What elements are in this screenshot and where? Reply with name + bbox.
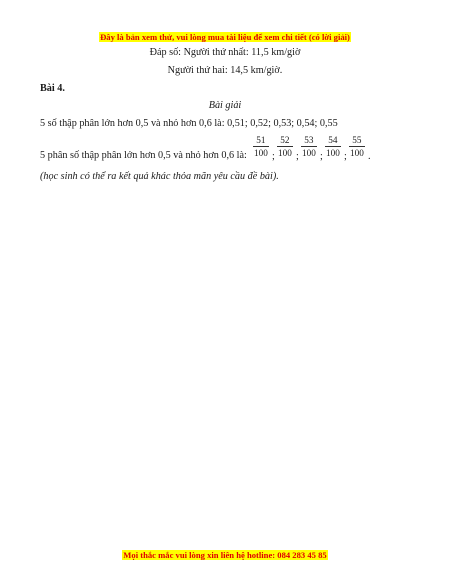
fraction	[277, 134, 293, 159]
fraction	[349, 134, 365, 159]
fraction-numerator: 53	[301, 134, 317, 147]
fraction-separator: ;	[320, 151, 323, 162]
fraction-numerator: 55	[349, 134, 365, 147]
fraction	[301, 134, 317, 159]
solution-heading: Bài giải	[208, 100, 242, 111]
fraction-denominator: 100	[326, 148, 340, 158]
fraction-numerator: 54	[325, 134, 341, 147]
decimals-line: 5 số thập phân lớn hơn 0,5 và nhỏ hơn 0,6 là: 0,51; 0,52; 0,53; 0,54; 0,55	[40, 118, 338, 129]
answer-line-2: Người thứ hai: 14,5 km/giờ.	[167, 65, 283, 76]
fraction-numerator: 51	[253, 134, 269, 147]
fraction-separator: ;	[344, 151, 347, 162]
fraction-denominator: 100	[302, 148, 316, 158]
exercise-title: Bài 4.	[40, 83, 65, 94]
hotline-banner-text: Mọi thắc mắc vui lòng xin liên hệ hotline: 084 283 45 85	[123, 550, 327, 560]
fraction-numerator: 52	[277, 134, 293, 147]
fraction-denominator: 100	[278, 148, 292, 158]
fraction-denominator: 100	[254, 148, 268, 158]
answer-line-1: Đáp số: Người thứ nhất: 11,5 km/giờ	[149, 47, 301, 58]
student-note: (học sinh có thể ra kết quả khác thỏa mãn yêu cầu đề bài).	[40, 171, 279, 182]
fraction-denominator: 100	[350, 148, 364, 158]
fraction-end-mark: .	[368, 151, 371, 162]
fraction	[253, 134, 269, 159]
fraction-separator: ;	[272, 151, 275, 162]
fraction	[325, 134, 341, 159]
preview-banner	[0, 27, 450, 45]
hotline-banner	[0, 545, 450, 563]
fraction-separator: ;	[296, 151, 299, 162]
fractions-label: 5 phân số thập phân lớn hơn 0,5 và nhỏ hơn 0,6 là:	[40, 150, 247, 161]
preview-banner-text: Đây là bản xem thử, vui lòng mua tài liệu để xem chi tiết (có lời giải)	[100, 32, 350, 42]
